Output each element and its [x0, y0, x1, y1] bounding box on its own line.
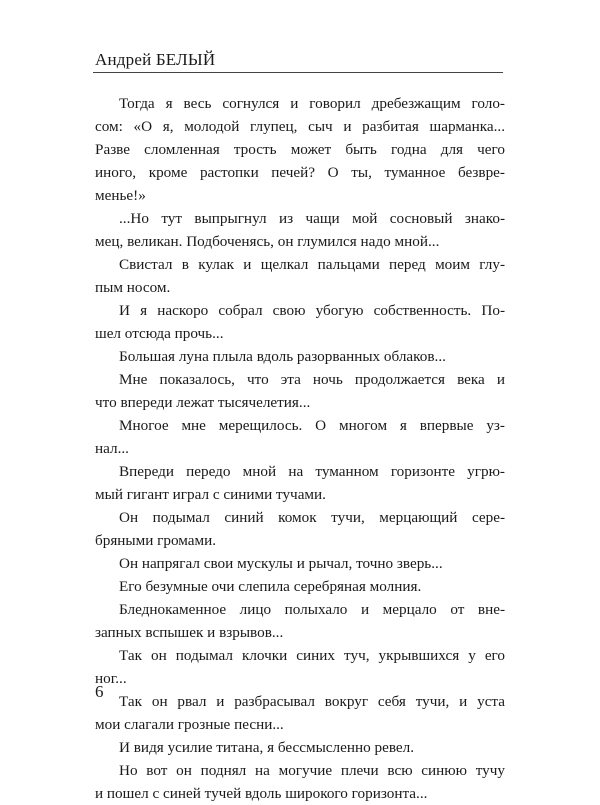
header-rule — [93, 72, 503, 73]
text-line: что впереди лежат тысячелетия... — [95, 394, 311, 411]
text-line: Так он рвал и разбрасывал вокруг себя тучи, и уста — [119, 693, 505, 710]
text-line: Так он подымал клочки синих туч, укрывшихся у его — [119, 647, 505, 664]
text-line: иного, кроме растопки печей? О ты, туманное безвре- — [95, 164, 505, 181]
text-line: мый гигант играл с синими тучами. — [95, 486, 326, 503]
text-line: Свистал в кулак и щелкал пальцами перед моим глу- — [119, 256, 505, 273]
text-line: менье!» — [95, 187, 146, 204]
text-line: Бледнокаменное лицо полыхало и мерцало от вне- — [119, 601, 505, 618]
text-line: и пошел с синей тучей вдоль широкого горизонта... — [95, 785, 428, 802]
text-line: Но вот он поднял на могучие плечи всю синюю тучу — [119, 762, 505, 779]
text-line: ног... — [95, 670, 127, 687]
text-line: нал... — [95, 440, 129, 457]
running-head-author: Андрей БЕЛЫЙ — [95, 50, 216, 69]
text-line: сом: «О я, молодой глупец, сыч и разбитая шарманка... — [95, 118, 505, 135]
text-line: ...Но тут выпрыгнул из чащи мой сосновый знако- — [119, 210, 505, 227]
text-line: шел отсюда прочь... — [95, 325, 224, 342]
text-line: бряными громами. — [95, 532, 217, 549]
text-line: Впереди передо мной на туманном горизонте угрю- — [119, 463, 505, 480]
text-line: И видя усилие титана, я бессмысленно ревел. — [119, 739, 415, 756]
page-number: 6 — [95, 682, 104, 701]
body-text — [95, 92, 505, 805]
text-line: мец, великан. Подбоченясь, он глумился надо мной... — [95, 233, 440, 250]
text-line: Его безумные очи слепила серебряная молния. — [119, 578, 422, 595]
text-line: Он напрягал свои мускулы и рычал, точно зверь... — [119, 555, 443, 572]
text-line: Разве сломленная трость может быть годна для чего — [95, 141, 505, 158]
text-line: Тогда я весь согнулся и говорил дребезжащим голо- — [119, 95, 505, 112]
text-line: Мне показалось, что эта ночь продолжается века и — [119, 371, 505, 388]
text-line: мои слагали грозные песни... — [95, 716, 284, 733]
text-line: И я наскоро собрал свою убогую собственность. По- — [119, 302, 505, 319]
text-line: пым носом. — [95, 279, 171, 296]
text-line: запных вспышек и взрывов... — [95, 624, 284, 641]
text-line: Многое мне мерещилось. О многом я впервые уз- — [119, 417, 505, 434]
text-line: Он подымал синий комок тучи, мерцающий сере- — [119, 509, 505, 526]
text-line: Большая луна плыла вдоль разорванных облаков... — [119, 348, 446, 365]
